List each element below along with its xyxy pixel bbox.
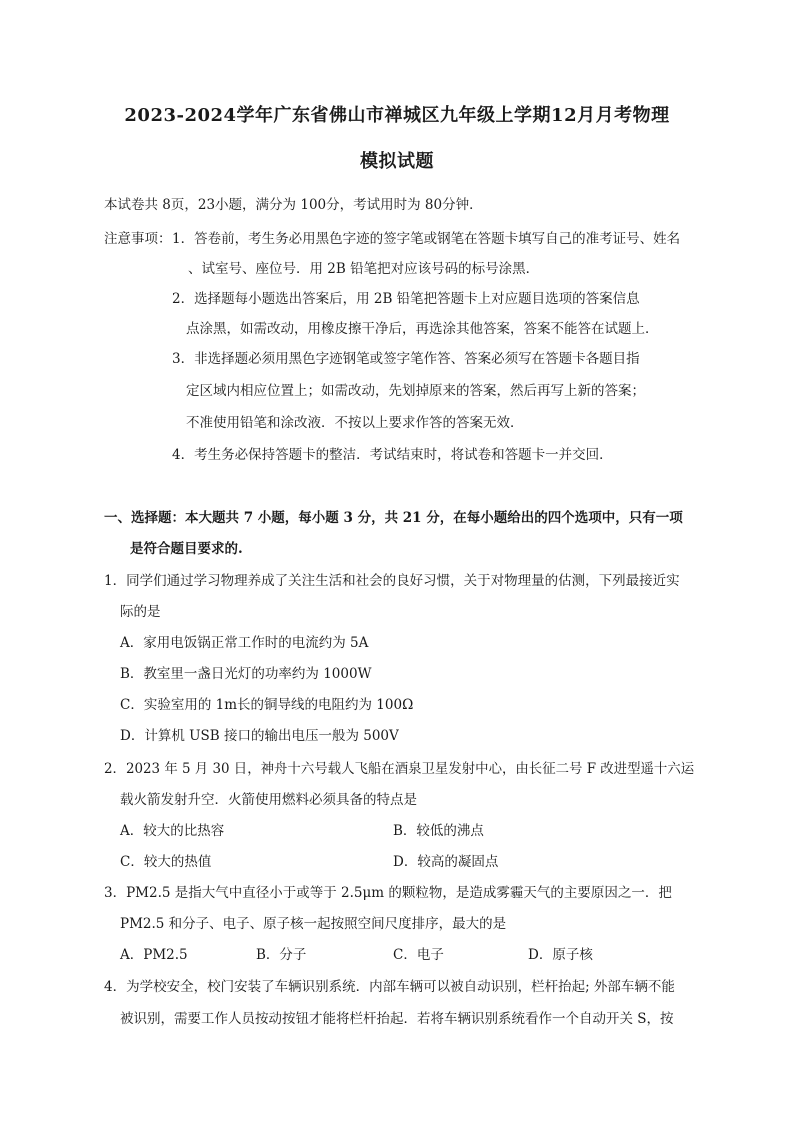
q1-stem-cont: 际的是	[120, 604, 161, 620]
q2-option-c: C．较大的热值	[120, 854, 212, 870]
note-3c: 不准使用铅笔和涂改液．不按以上要求作答的答案无效．	[186, 415, 524, 431]
q1-option-c: C．实验室用的 1m长的铜导线的电阻约为 100Ω	[120, 697, 414, 713]
exam-intro: 本试卷共 8页，23小题，满分为 100分，考试用时为 80分钟．	[104, 197, 483, 213]
note-3b: 定区域内相应位置上；如需改动，先划掉原来的答案，然后再写上新的答案；	[186, 383, 645, 399]
q4-stem-cont: 被识别，需要工作人员按动按钮才能将栏杆抬起．若将车辆识别系统看作一个自动开关 S，按	[120, 1011, 674, 1027]
note-1a: 1．答卷前，考生务必用黑色字迹的签字笔或钢笔在答题卡填写自己的准考证号、姓名	[172, 231, 681, 247]
note-4: 4．考生务必保持答题卡的整洁．考试结束时，将试卷和答题卡一并交回．	[172, 447, 613, 463]
note-3a: 3．非选择题必须用黑色字迹钢笔或签字笔作答、答案必须写在答题卡各题目指	[172, 351, 640, 367]
q2-option-d: D．较高的凝固点	[393, 854, 499, 870]
q2-option-b: B．较低的沸点	[393, 823, 484, 839]
note-1b: 、试室号、座位号．用 2B 铅笔把对应该号码的标号涂黑．	[188, 261, 540, 277]
section-1-heading: 一、选择题：本大题共 7 小题，每小题 3 分，共 21 分，在每小题给出的四个选项中，只有一项	[104, 510, 683, 526]
exam-title-line1: 2023-2024学年广东省佛山市禅城区九年级上学期12月月考物理	[124, 105, 670, 126]
section-1-heading-cont: 是符合题目要求的.	[130, 541, 243, 557]
q2-stem: 2．2023 年 5 月 30 日，神舟十六号载人飞船在酒泉卫星发射中心，由长征二号 F 改进型遥十六运	[104, 761, 695, 777]
note-2b: 点涂黑，如需改动，用橡皮擦干净后，再选涂其他答案，答案不能答在试题上．	[186, 321, 659, 337]
q1-option-b: B．教室里一盏日光灯的功率约为 1000W	[120, 666, 372, 682]
q3-stem-cont: PM2.5 和分子、电子、原子核一起按照空间尺度排序，最大的是	[120, 916, 507, 932]
exam-title-line2: 模拟试题	[360, 151, 434, 172]
q3-option-d: D．原子核	[528, 947, 593, 963]
notes-label: 注意事项：	[104, 231, 172, 247]
q3-stem: 3．PM2.5 是指大气中直径小于或等于 2.5μm 的颗粒物，是造成雾霾天气的主要原因之一．把	[104, 885, 672, 901]
q3-option-c: C．电子	[393, 947, 444, 963]
q1-option-d: D．计算机 USB 接口的输出电压一般为 500V	[120, 728, 399, 744]
q1-option-a: A．家用电饭锅正常工作时的电流约为 5A	[120, 635, 369, 651]
q2-stem-cont: 载火箭发射升空．火箭使用燃料必须具备的特点是	[120, 792, 417, 808]
q4-stem: 4．为学校安全，校门安装了车辆识别系统．内部车辆可以被自动识别，栏杆抬起; 外部车辆不能	[104, 979, 675, 995]
q3-option-a: A．PM2.5	[120, 947, 188, 963]
q2-option-a: A．较大的比热容	[120, 823, 225, 839]
note-2a: 2．选择题每小题选出答案后，用 2B 铅笔把答题卡上对应题目选项的答案信息	[172, 291, 640, 307]
q1-stem: 1．同学们通过学习物理养成了关注生活和社会的良好习惯，关于对物理量的估测，下列最接近实	[104, 573, 680, 589]
q3-option-b: B．分子	[256, 947, 307, 963]
